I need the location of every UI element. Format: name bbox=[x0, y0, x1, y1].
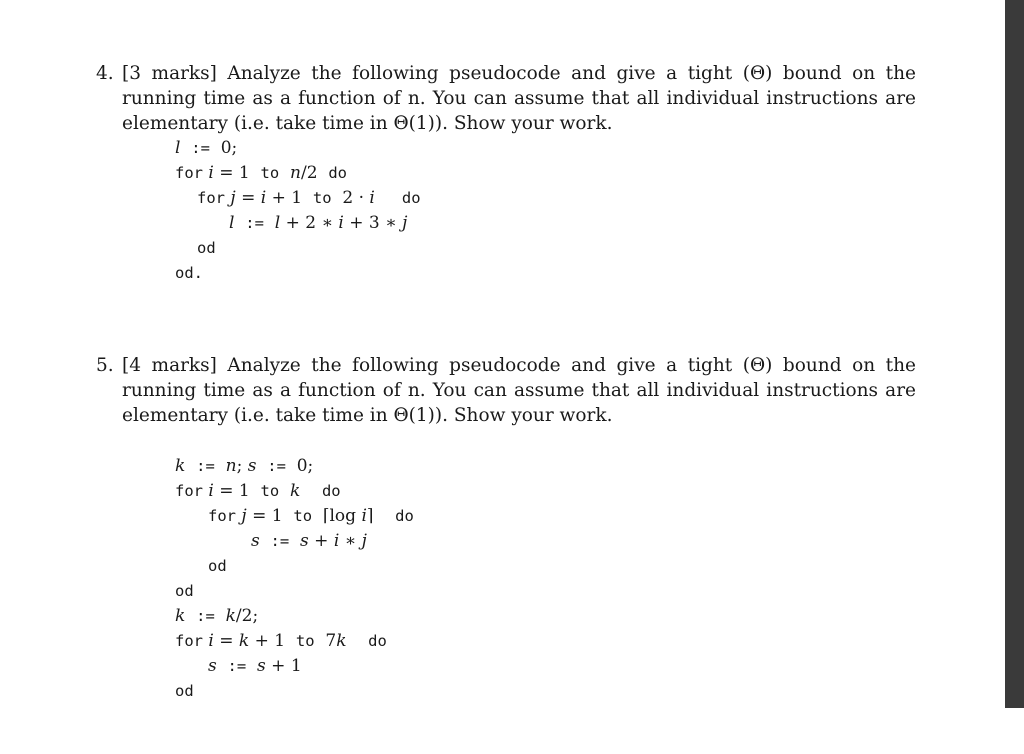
code-line: for i = 1 to k do bbox=[175, 481, 341, 501]
code-line: s := s + i ∗ j bbox=[251, 531, 367, 551]
code-line: k := n; s := 0; bbox=[175, 456, 314, 476]
problem-4-pseudocode bbox=[175, 136, 421, 336]
problem-5-statement bbox=[122, 353, 916, 428]
problem-5-number: 5. bbox=[96, 355, 114, 376]
code-line: od. bbox=[175, 264, 203, 282]
code-line: for i = 1 to n/2 do bbox=[175, 163, 347, 183]
problem-4-statement bbox=[122, 61, 916, 136]
problem-4-text: Analyze the following pseudocode and give a tight (Θ) bound on the running time as a function of n. You can assume that all individual instructions are elementary (i.e. take time in Θ(1)). Show your work. bbox=[122, 63, 916, 134]
problem-5-marks: [4 marks] bbox=[122, 355, 217, 376]
problem-4-marks: [3 marks] bbox=[122, 63, 217, 84]
code-line: l := 0; bbox=[175, 138, 238, 158]
code-line: for j = 1 to ⌈log i⌉ do bbox=[208, 506, 414, 526]
code-line: for i = k + 1 to 7k do bbox=[175, 631, 387, 651]
problem-4-number: 4. bbox=[96, 63, 114, 84]
problem-5-text: Analyze the following pseudocode and give a tight (Θ) bound on the running time as a function of n. You can assume that all individual instructions are elementary (i.e. take time in Θ(1)). Show your work. bbox=[122, 355, 916, 426]
code-line: s := s + 1 bbox=[208, 656, 302, 676]
code-line: k := k/2; bbox=[175, 606, 259, 626]
code-line: od bbox=[175, 582, 194, 600]
vertical-scrollbar[interactable] bbox=[1005, 0, 1024, 708]
code-line: od bbox=[208, 557, 227, 575]
code-line: od bbox=[175, 682, 194, 700]
problem-5 bbox=[96, 353, 916, 428]
code-line: l := l + 2 ∗ i + 3 ∗ j bbox=[229, 213, 408, 233]
problem-5-pseudocode bbox=[175, 454, 414, 754]
code-line: od bbox=[197, 239, 216, 257]
problem-4 bbox=[96, 61, 916, 136]
code-line: for j = i + 1 to 2 · i do bbox=[197, 188, 421, 208]
